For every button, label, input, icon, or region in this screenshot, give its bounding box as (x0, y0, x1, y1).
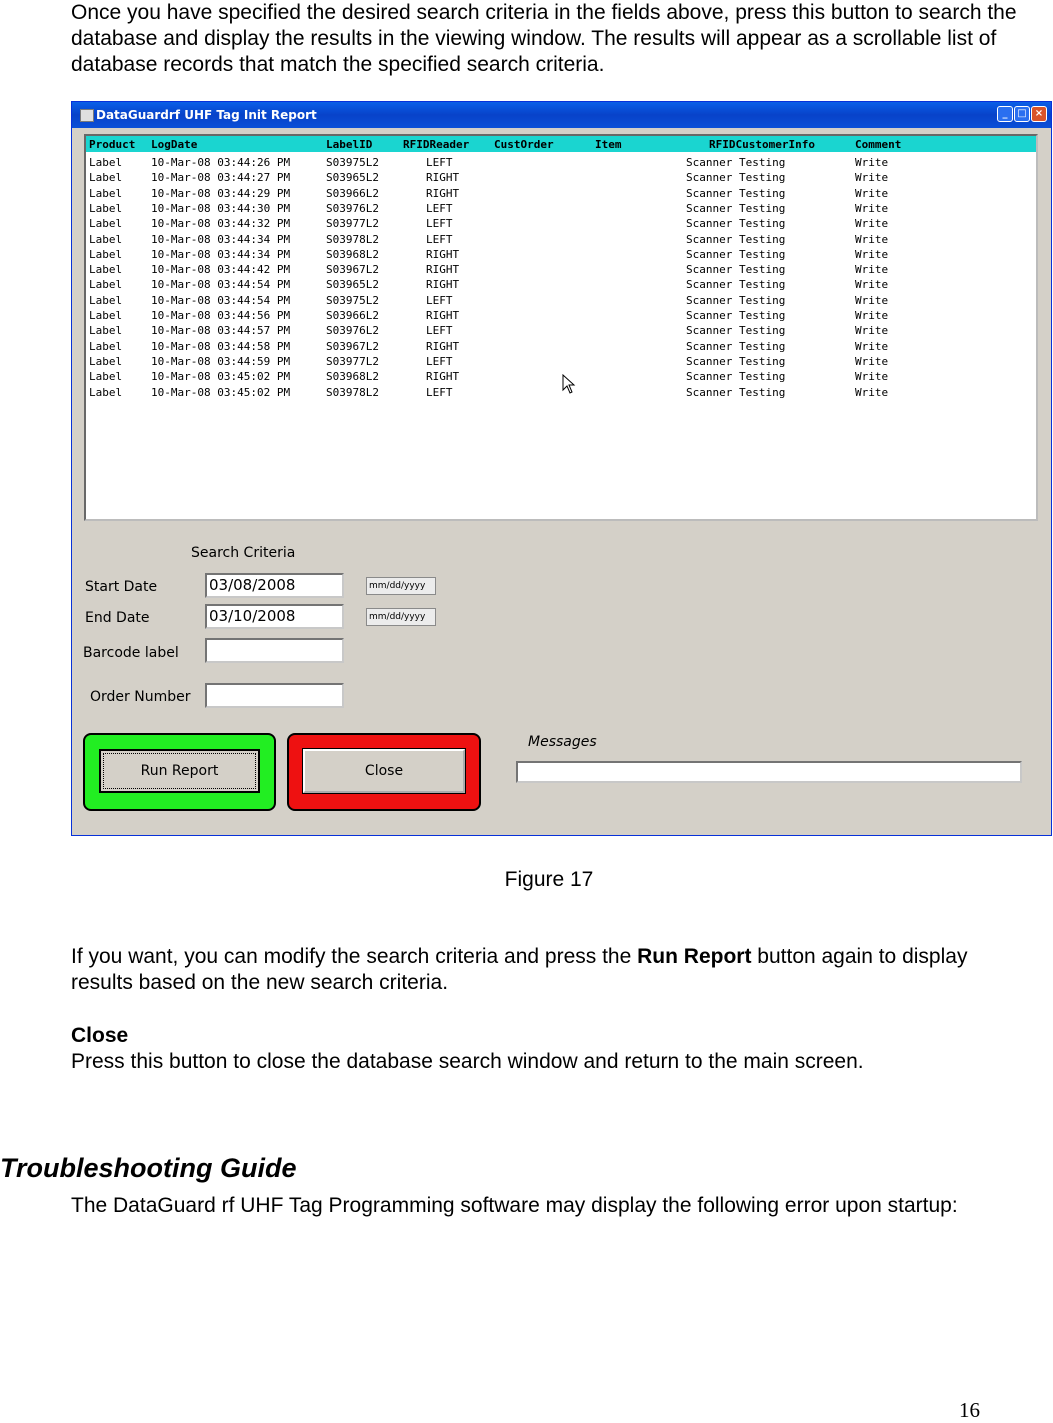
cell-labelid: S03975L2 (326, 156, 379, 169)
run-report-button[interactable]: Run Report (99, 749, 260, 793)
column-header[interactable]: Item (595, 138, 622, 151)
cell-comment: Write (855, 232, 889, 246)
order-number-label: Order Number (90, 689, 191, 705)
cell-comment: Write (855, 339, 889, 353)
cell-product: Label (89, 278, 123, 292)
window-close-button[interactable]: × (1031, 106, 1047, 122)
cell-labelid: S03967L2 (326, 263, 379, 277)
cell-comment: Write (855, 156, 889, 169)
table-row[interactable] (86, 263, 1036, 278)
cell-comment: Write (855, 293, 889, 307)
cell-comment: Write (855, 217, 889, 231)
column-header[interactable]: RFIDCustomerInfo (709, 138, 815, 151)
cell-logdate: 10-Mar-08 03:44:59 PM (151, 354, 291, 368)
column-header[interactable]: RFIDReader (403, 138, 470, 151)
table-row[interactable] (86, 340, 1036, 355)
app-icon (80, 109, 94, 122)
cell-rfidreader: RIGHT (426, 370, 460, 384)
cell-rfidreader: LEFT (426, 201, 453, 215)
page-number: 16 (959, 1398, 980, 1422)
cell-labelid: S03966L2 (326, 186, 379, 200)
cell-comment: Write (855, 186, 889, 200)
cell-labelid: S03975L2 (326, 293, 379, 307)
window-title: DataGuardrf UHF Tag Init Report (96, 108, 317, 122)
troubleshooting-heading: Troubleshooting Guide (0, 1153, 297, 1183)
cell-comment: Write (855, 263, 889, 277)
run-report-bold: Run Report (637, 945, 752, 968)
cell-product: Label (89, 370, 123, 384)
cell-comment: Write (855, 324, 889, 338)
close-heading: Close (71, 1024, 129, 1047)
cell-labelid: S03978L2 (326, 385, 379, 399)
end-date-format-hint: mm/dd/yyyy (366, 608, 436, 626)
table-row[interactable] (86, 248, 1036, 263)
cell-logdate: 10-Mar-08 03:44:30 PM (151, 201, 291, 215)
cell-rfidreader: RIGHT (426, 309, 460, 322)
cell-labelid: S03966L2 (326, 309, 379, 322)
table-row[interactable] (86, 309, 1036, 324)
troubleshooting-paragraph: The DataGuard rf UHF Tag Programming software may display the following error upon startup: (71, 1194, 958, 1217)
report-window (71, 101, 1052, 836)
cell-product: Label (89, 293, 123, 307)
cell-labelid: S03976L2 (326, 201, 379, 215)
cell-comment: Write (855, 247, 889, 261)
table-row[interactable] (86, 156, 1036, 171)
table-row[interactable] (86, 386, 1036, 401)
cell-product: Label (89, 385, 123, 399)
cell-rfidreader: LEFT (426, 293, 453, 307)
cell-comment: Write (855, 278, 889, 292)
cell-product: Label (89, 171, 123, 185)
cell-product: Label (89, 156, 123, 169)
cell-comment: Write (855, 171, 889, 185)
cell-rfidreader: RIGHT (426, 171, 460, 185)
search-criteria-heading: Search Criteria (191, 545, 296, 561)
cell-customer-info: Scanner Testing (686, 186, 786, 200)
cell-comment: Write (855, 385, 889, 399)
cell-customer-info: Scanner Testing (686, 232, 786, 246)
cell-labelid: S03967L2 (326, 339, 379, 353)
cell-logdate: 10-Mar-08 03:44:54 PM (151, 278, 291, 292)
column-header[interactable]: CustOrder (494, 138, 554, 151)
cell-logdate: 10-Mar-08 03:45:02 PM (151, 370, 291, 384)
paragraph-text: button again to display results based on the new search criteria. (71, 945, 968, 994)
cell-product: Label (89, 232, 123, 246)
cell-labelid: S03965L2 (326, 171, 379, 185)
column-header[interactable]: Comment (855, 138, 902, 151)
table-row[interactable] (86, 233, 1036, 248)
cell-labelid: S03977L2 (326, 354, 379, 368)
table-row[interactable] (86, 171, 1036, 186)
close-button[interactable]: Close (303, 749, 465, 793)
title-bar[interactable] (72, 102, 1051, 128)
cell-customer-info: Scanner Testing (686, 278, 786, 292)
order-number-input[interactable] (205, 683, 344, 708)
run-report-paragraph (71, 944, 1031, 996)
intro-paragraph: Once you have specified the desired search criteria in the fields above, press this button to search the database and display the results in the viewing window. The results will appear as a scrollable list of database records that match the specified search criteria. (71, 1, 1017, 76)
cell-product: Label (89, 263, 123, 277)
column-header[interactable]: LogDate (151, 138, 198, 151)
cell-labelid: S03978L2 (326, 232, 379, 246)
barcode-input[interactable] (205, 638, 344, 663)
cell-customer-info: Scanner Testing (686, 293, 786, 307)
barcode-label: Barcode label (83, 645, 179, 661)
cell-logdate: 10-Mar-08 03:44:27 PM (151, 171, 291, 185)
cell-comment: Write (855, 201, 889, 215)
cell-product: Label (89, 354, 123, 368)
cell-customer-info: Scanner Testing (686, 171, 786, 185)
cell-product: Label (89, 339, 123, 353)
close-frame (287, 733, 481, 811)
cell-rfidreader: LEFT (426, 354, 453, 368)
maximize-button[interactable]: □ (1014, 106, 1030, 122)
cell-logdate: 10-Mar-08 03:44:34 PM (151, 232, 291, 246)
cell-logdate: 10-Mar-08 03:44:57 PM (151, 324, 291, 338)
table-row[interactable] (86, 294, 1036, 309)
cell-product: Label (89, 201, 123, 215)
cell-product: Label (89, 309, 123, 322)
cell-rfidreader: RIGHT (426, 186, 460, 200)
cell-rfidreader: LEFT (426, 156, 453, 169)
cell-logdate: 10-Mar-08 03:45:02 PM (151, 385, 291, 399)
messages-label: Messages (528, 734, 597, 750)
column-header[interactable]: LabelID (326, 138, 373, 151)
cell-labelid: S03977L2 (326, 217, 379, 231)
cell-customer-info: Scanner Testing (686, 339, 786, 353)
cell-rfidreader: LEFT (426, 324, 453, 338)
cell-rfidreader: RIGHT (426, 278, 460, 292)
cell-customer-info: Scanner Testing (686, 201, 786, 215)
cell-comment: Write (855, 354, 889, 368)
table-row[interactable] (86, 324, 1036, 339)
table-row[interactable] (86, 217, 1036, 232)
cell-rfidreader: LEFT (426, 385, 453, 399)
start-date-format-hint: mm/dd/yyyy (366, 577, 436, 595)
cell-rfidreader: RIGHT (426, 339, 460, 353)
cell-customer-info: Scanner Testing (686, 324, 786, 338)
cell-product: Label (89, 186, 123, 200)
end-date-input[interactable]: 03/10/2008 (205, 604, 344, 629)
cell-rfidreader: RIGHT (426, 247, 460, 261)
cell-customer-info: Scanner Testing (686, 217, 786, 231)
column-header[interactable]: Product (89, 138, 136, 151)
paragraph-text: If you want, you can modify the search criteria and press the (71, 945, 638, 968)
start-date-input[interactable]: 03/08/2008 (205, 573, 344, 598)
table-row[interactable] (86, 370, 1036, 385)
figure-caption: Figure 17 (504, 868, 594, 891)
end-date-label: End Date (85, 610, 150, 626)
cell-customer-info: Scanner Testing (686, 309, 786, 322)
close-paragraph: Press this button to close the database search window and return to the main screen. (71, 1050, 864, 1073)
cell-labelid: S03968L2 (326, 247, 379, 261)
cell-customer-info: Scanner Testing (686, 354, 786, 368)
cell-labelid: S03965L2 (326, 278, 379, 292)
messages-field (516, 761, 1022, 783)
cell-product: Label (89, 217, 123, 231)
cell-customer-info: Scanner Testing (686, 385, 786, 399)
cell-logdate: 10-Mar-08 03:44:56 PM (151, 309, 291, 322)
cell-product: Label (89, 324, 123, 338)
table-row[interactable] (86, 278, 1036, 293)
cell-rfidreader: LEFT (426, 232, 453, 246)
cell-product: Label (89, 247, 123, 261)
cell-labelid: S03976L2 (326, 324, 379, 338)
cell-labelid: S03968L2 (326, 370, 379, 384)
mouse-cursor-icon (562, 374, 576, 394)
cell-comment: Write (855, 309, 889, 322)
cell-logdate: 10-Mar-08 03:44:42 PM (151, 263, 291, 277)
run-report-frame (83, 733, 276, 811)
start-date-label: Start Date (85, 579, 158, 595)
minimize-button[interactable]: _ (997, 106, 1013, 122)
cell-rfidreader: RIGHT (426, 263, 460, 277)
cell-customer-info: Scanner Testing (686, 156, 786, 169)
table-row[interactable] (86, 355, 1036, 370)
cell-logdate: 10-Mar-08 03:44:26 PM (151, 156, 291, 169)
cell-logdate: 10-Mar-08 03:44:29 PM (151, 186, 291, 200)
cell-customer-info: Scanner Testing (686, 370, 786, 384)
results-list[interactable] (84, 134, 1038, 521)
cell-comment: Write (855, 370, 889, 384)
cell-logdate: 10-Mar-08 03:44:34 PM (151, 247, 291, 261)
cell-logdate: 10-Mar-08 03:44:58 PM (151, 339, 291, 353)
table-row[interactable] (86, 202, 1036, 217)
cell-logdate: 10-Mar-08 03:44:32 PM (151, 217, 291, 231)
list-header (86, 136, 1036, 152)
cell-customer-info: Scanner Testing (686, 263, 786, 277)
table-row[interactable] (86, 187, 1036, 202)
cell-logdate: 10-Mar-08 03:44:54 PM (151, 293, 291, 307)
cell-customer-info: Scanner Testing (686, 247, 786, 261)
cell-rfidreader: LEFT (426, 217, 453, 231)
